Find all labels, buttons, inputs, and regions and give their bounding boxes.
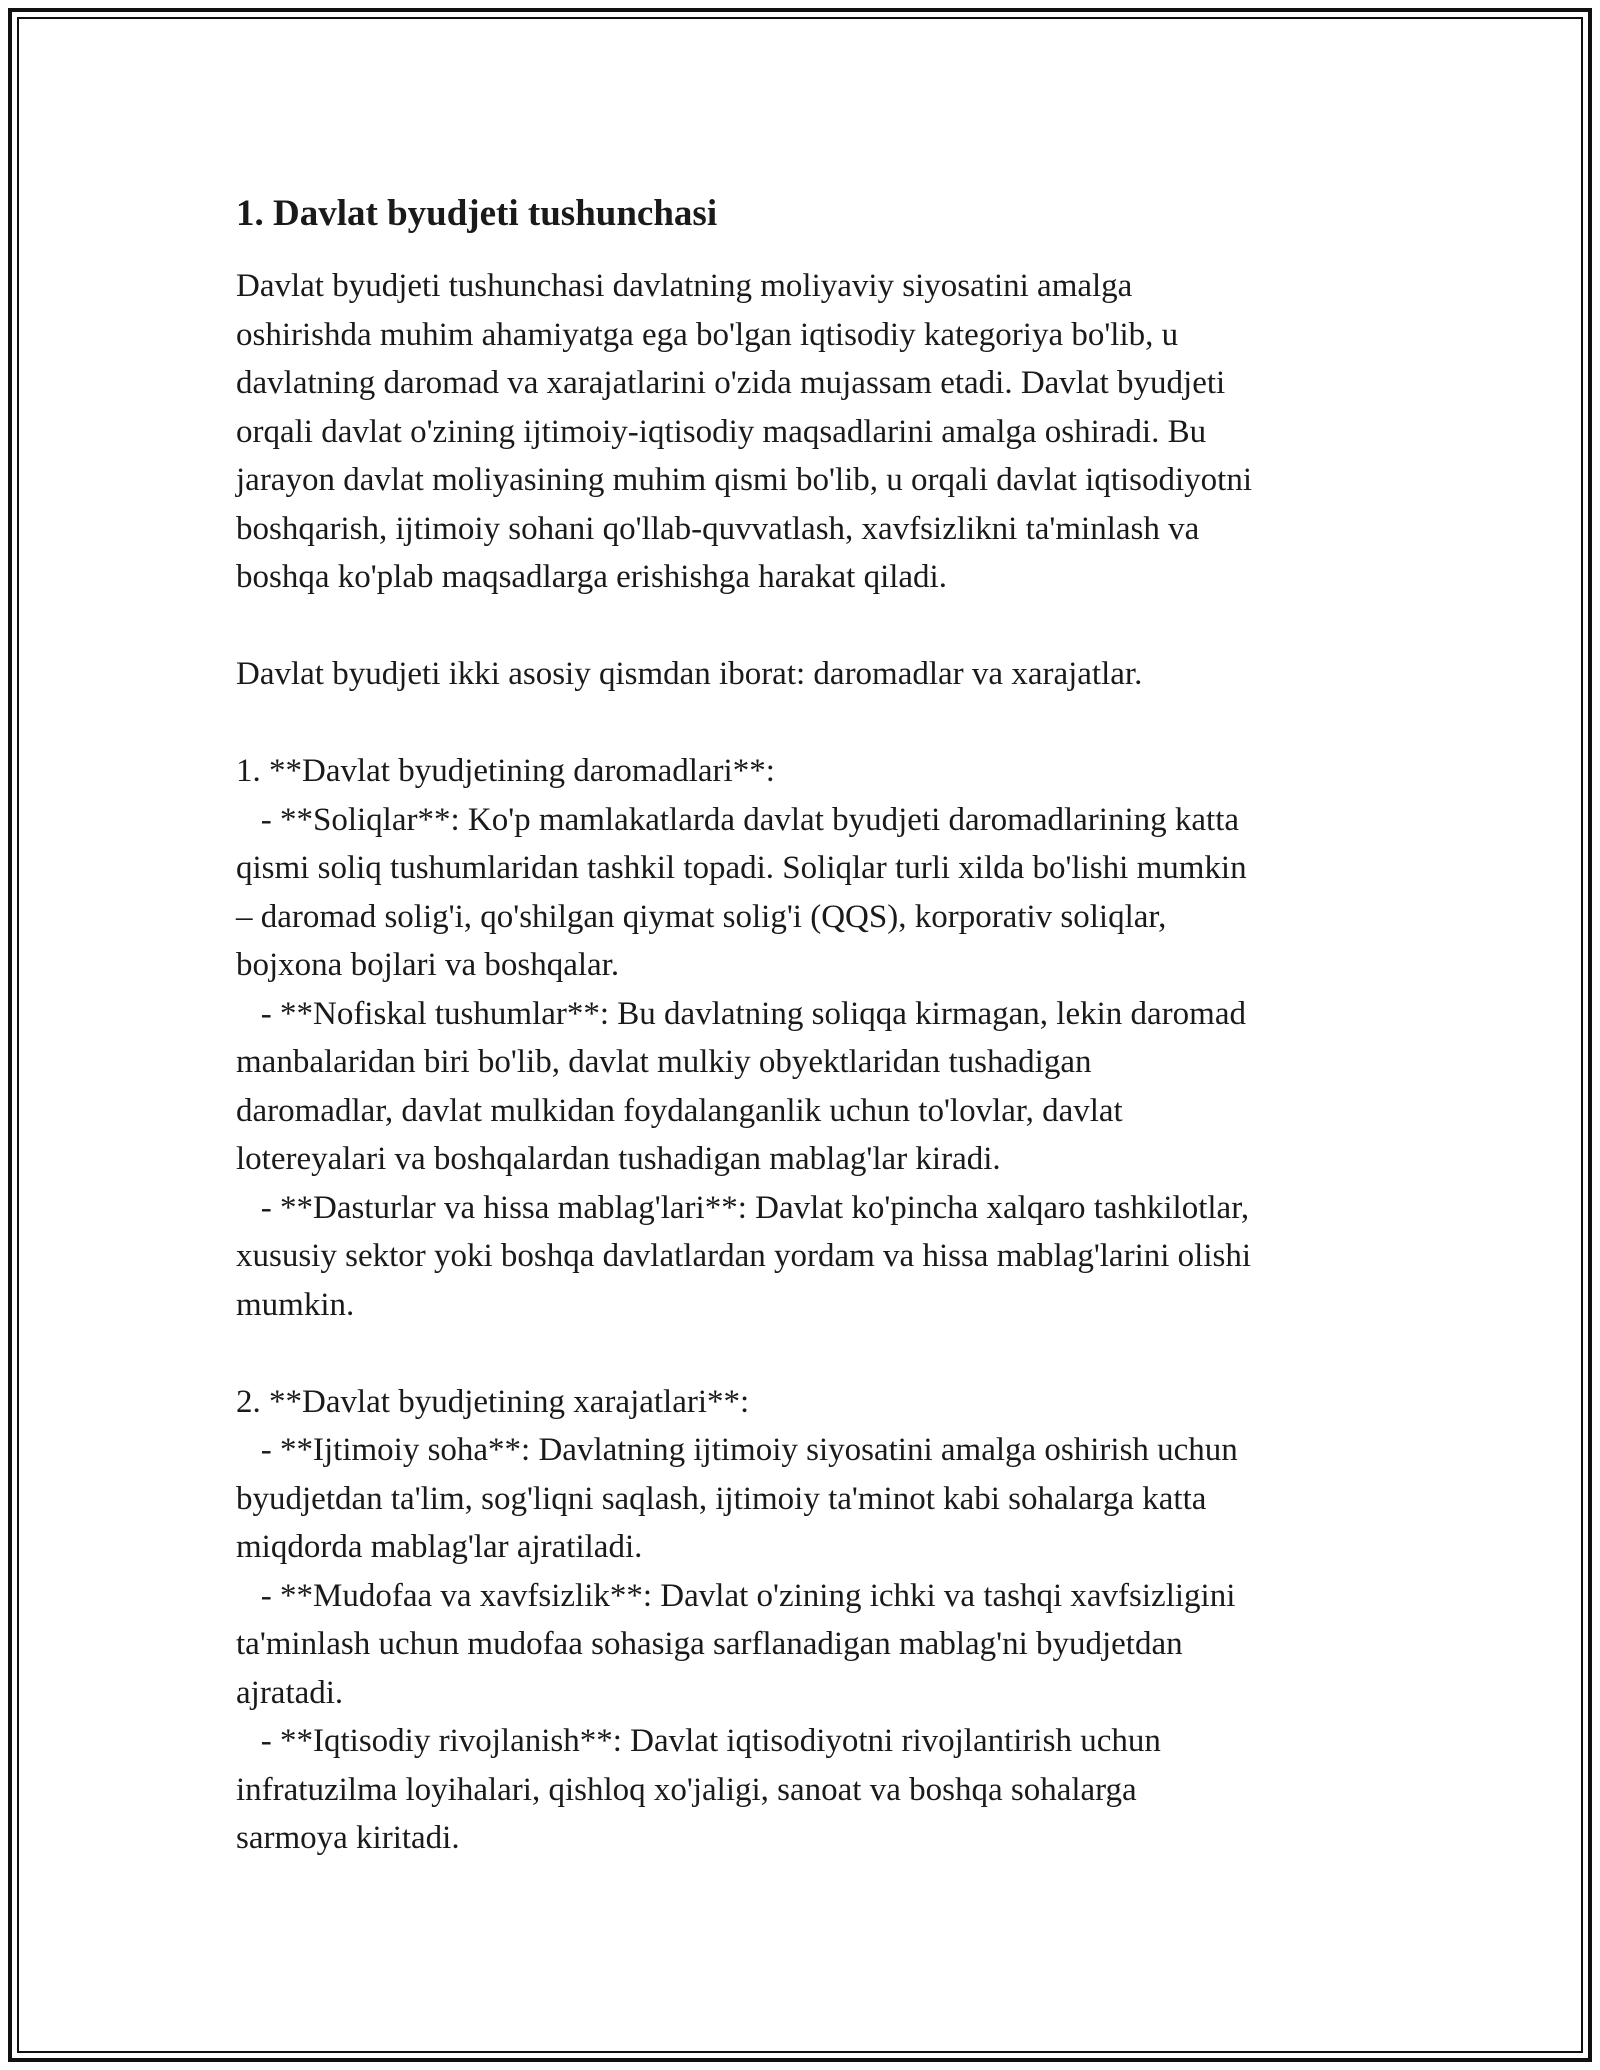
paragraph-spacer — [236, 602, 1376, 651]
text-line: - **Soliqlar**: Ko'p mamlakatlarda davlat byudjeti daromadlarining katta — [236, 801, 1240, 838]
text-line: davlatning daromad va xarajatlarini o'zida mujassam etadi. Davlat byudjeti — [236, 365, 1226, 401]
text-line: orqali davlat o'zining ijtimoiy-iqtisodiy maqsadlarini amalga oshiradi. Bu — [236, 413, 1207, 450]
text-line: byudjetdan ta'lim, sog'liqni saqlash, ijtimoiy ta'minot kabi sohalarga katta — [236, 1480, 1207, 1517]
document-body — [236, 186, 1376, 1863]
text-line: - **Mudofaa va xavfsizlik**: Davlat o'zining ichki va tashqi xavfsizligini — [236, 1577, 1236, 1614]
text-line: jarayon davlat moliyasining muhim qismi bo'lib, u orqali davlat iqtisodiyotni — [236, 462, 1253, 498]
text-line: bojxona bojlari va boshqalar. — [236, 947, 620, 983]
structure-paragraph — [236, 650, 1376, 699]
paragraph-spacer — [236, 1329, 1376, 1378]
text-line: - **Iqtisodiy rivojlanish**: Davlat iqtisodiyotni rivojlantirish uchun — [236, 1723, 1161, 1759]
text-line: xususiy sektor yoki boshqa davlatlardan yordam va hissa mablag'larini olishi — [236, 1238, 1252, 1274]
text-line: boshqarish, ijtimoiy sohani qo'llab-quvvatlash, xavfsizlikni ta'minlash va — [236, 510, 1200, 547]
text-line: – daromad solig'i, qo'shilgan qiymat solig'i (QQS), korporativ soliqlar, — [236, 898, 1167, 935]
revenue-section — [236, 747, 1376, 1329]
paragraph-spacer — [236, 699, 1376, 748]
list-heading: 2. **Davlat byudjetining xarajatlari**: — [236, 1383, 750, 1420]
text-line: daromadlar, davlat mulkidan foydalanganlik uchun to'lovlar, davlat — [236, 1092, 1123, 1129]
text-line: - **Dasturlar va hissa mablag'lari**: Davlat ko'pincha xalqaro tashkilotlar, — [236, 1189, 1250, 1226]
text-line: infratuzilma loyihalari, qishloq xo'jaligi, sanoat va boshqa sohalarga — [236, 1771, 1137, 1808]
text-line: ta'minlash uchun mudofaa sohasiga sarflanadigan mablag'ni byudjetdan — [236, 1626, 1183, 1662]
text-line: Davlat byudjeti ikki asosiy qismdan iborat: daromadlar va xarajatlar. — [236, 656, 1143, 692]
text-line: - **Ijtimoiy soha**: Davlatning ijtimoiy siyosatini amalga oshirish uchun — [236, 1432, 1238, 1468]
text-line: manbalaridan biri bo'lib, davlat mulkiy obyektlaridan tushadigan — [236, 1044, 1092, 1080]
text-line: mumkin. — [236, 1286, 355, 1323]
text-line: sarmoya kiritadi. — [236, 1820, 460, 1856]
document-title: 1. Davlat byudjeti tushunchasi — [236, 193, 718, 234]
text-line: Davlat byudjeti tushunchasi davlatning moliyaviy siyosatini amalga — [236, 268, 1133, 304]
text-line: qismi soliq tushumlaridan tashkil topadi. Soliqlar turli xilda bo'lishi mumkin — [236, 850, 1247, 886]
text-line: miqdorda mablag'lar ajratiladi. — [236, 1529, 643, 1565]
text-line: - **Nofiskal tushumlar**: Bu davlatning soliqqa kirmagan, lekin daromad — [236, 995, 1246, 1032]
text-line: lotereyalari va boshqalardan tushadigan mablag'lar kiradi. — [236, 1141, 1001, 1177]
text-line: oshirishda muhim ahamiyatga ega bo'lgan iqtisodiy kategoriya bo'lib, u — [236, 316, 1179, 353]
text-line: ajratadi. — [236, 1674, 344, 1711]
expenditure-section — [236, 1378, 1376, 1863]
text-line: boshqa ko'plab maqsadlarga erishishga harakat qiladi. — [236, 559, 947, 595]
list-heading: 1. **Davlat byudjetining daromadlari**: — [236, 753, 775, 789]
intro-paragraph — [236, 262, 1376, 602]
